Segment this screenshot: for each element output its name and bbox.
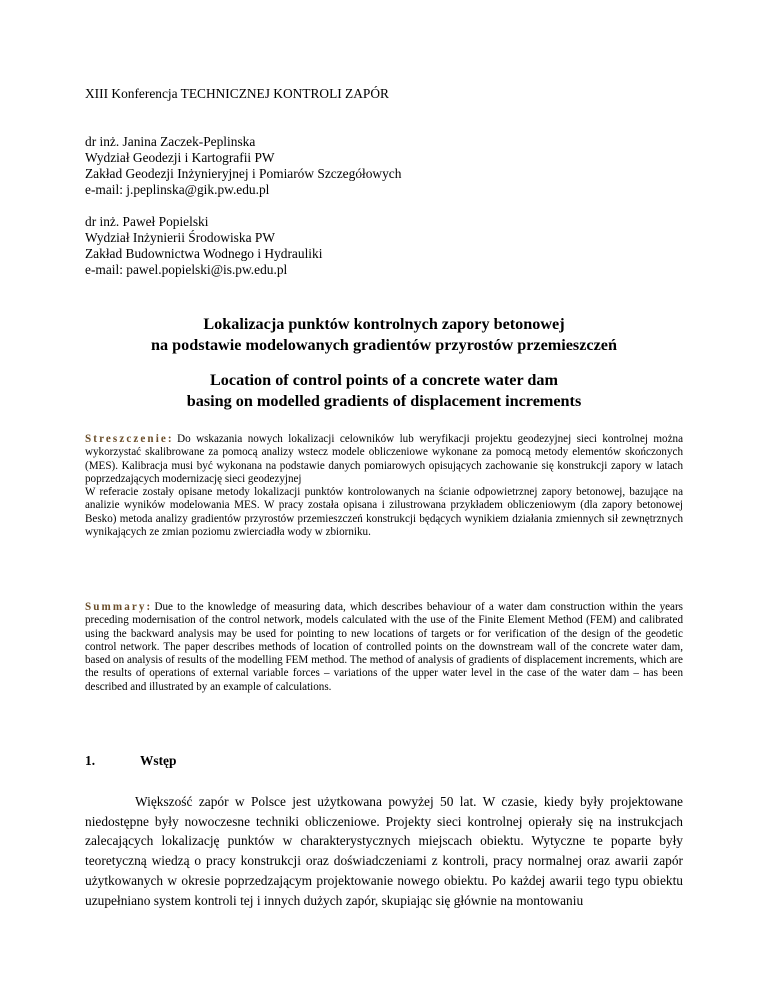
author-1-department: Zakład Geodezji Inżynieryjnej i Pomiarów Szczegółowych <box>85 166 402 181</box>
abstract-en-text: Due to the knowledge of measuring data, which describes behaviour of a water dam construction within the years preceding modernisation of the control network, models calculated with the use of the Finite Element Method (FEM) and calibrated using the backward analysis may be used for pointing to new locations of targets or for verification of the design of the geodetic control network. The paper describes methods of location of controlled points on the downstream wall of the concrete water dam, based on analysis of results of the modelling FEM method. The method of analysis of gradients of displacement increments, which are the results of operations of external variable forces – variations of the upper water level in the case of the water dam – has been described and illustrated by an example of calculations. <box>85 601 683 693</box>
abstract-pl-text-1: Do wskazania nowych lokalizacji celowników lub weryfikacji projektu geodezyjnej sieci kontrolnej można wykorzystać skalibrowane za pomocą analizy wstecz modele obliczeniowe wykonane za pomocą metody elementów skończonych (MES). Kalibracja musi być wykonana na podstawie danych pomiarowych opisujących zachowanie się konstrukcji zapory w latach poprzedzających modernizację sieci geodezyjnej <box>85 433 683 485</box>
section-1-paragraph: Większość zapór w Polsce jest użytkowana powyżej 50 lat. W czasie, kiedy były projektowane niedostępne były nowoczesne techniki obliczeniowe. Projekty sieci kontrolnej opierały się na instrukcjach zalecających lokalizację punktów w charakterystycznych miejscach obiektu. Wytyczne te poparte były teoretyczną wiedzą o pracy konstrukcji oraz doświadczeniami z kontroli, pracy normalnej oraz awarii zapór użytkowanych w okresie poprzedzającym projektowanie nowego obiektu. Po każdej awarii tego typu obiektu uzupełniano system kontroli tej i innych dużych zapór, skupiając się głównie na montowaniu <box>85 794 683 908</box>
title-en-line-2: basing on modelled gradients of displacement increments <box>186 392 582 410</box>
section-1-number: 1. <box>85 753 96 768</box>
abstract-pl-paragraph-2 <box>85 486 683 539</box>
conference-header: XIII Konferencja TECHNICZNEJ KONTROLI ZAPÓR <box>85 86 389 101</box>
section-1-body <box>85 792 683 910</box>
section-1-heading <box>85 753 176 769</box>
abstract-en-keyword: Summary <box>85 601 147 613</box>
author-1-faculty: Wydział Geodezji i Kartografii PW <box>85 150 275 165</box>
author-2-faculty: Wydział Inżynierii Środowiska PW <box>85 230 275 245</box>
abstract-pl-paragraph-1: Streszczenie: Do wskazania nowych lokalizacji celowników lub weryfikacji projektu geodezyjnej sieci kontrolnej można wykorzystać skalibrowane za pomocą analizy wstecz modele obliczeniowe wykonane za pomocą metody elementów skończonych (MES). Kalibracja musi być wykonana na podstawie danych pomiarowych opisujących zachowanie się konstrukcji zapory w latach poprzedzających modernizację sieci geodezyjnej <box>85 433 683 485</box>
author-1-name: dr inż. Janina Zaczek-Peplinska <box>85 134 256 149</box>
abstract-en-paragraph: Summary: Due to the knowledge of measuring data, which describes behaviour of a water dam construction within the years preceding modernisation of the control network, models calculated with the use of the Finite Element Method (FEM) and calibrated using the backward analysis may be used for pointing to new locations of targets or for verification of the design of the geodetic control network. The paper describes methods of location of controlled points on the downstream wall of the concrete water dam, based on analysis of results of the modelling FEM method. The method of analysis of gradients of displacement increments, which are the results of operations of external variable forces – variations of the upper water level in the case of the water dam – has been described and illustrated by an example of calculations. <box>85 601 683 693</box>
abstract-pl-keyword: Streszczenie <box>85 433 168 445</box>
author-2-department: Zakład Budownictwa Wodnego i Hydrauliki <box>85 246 323 261</box>
title-en-line-1: Location of control points of a concrete water dam <box>210 371 558 389</box>
abstract-en <box>85 601 683 694</box>
author-1-email: e-mail: j.peplinska@gik.pw.edu.pl <box>85 182 270 197</box>
abstract-pl-text-2: W referacie zostały opisane metody lokalizacji punktów kontrolowanych na ścianie odpowietrznej zapory betonowej, bazujące na analizie wyników modelowania MES. W pracy została opisana i zilustrowana przykładem obliczeniowym (dla zapory betonowej Besko) metoda analizy gradientów przyrostów przemieszczeń konstrukcji będących wynikiem działania zmiennych sił zewnętrznych wynikających ze zmian poziomu zwierciadła wody w zbiorniku. <box>85 486 683 539</box>
title-pl-line-2: na podstawie modelowanych gradientów przyrostów przemieszczeń <box>151 336 617 354</box>
author-2-email: e-mail: pawel.popielski@is.pw.edu.pl <box>85 262 288 277</box>
title-pl-line-1: Lokalizacja punktów kontrolnych zapory betonowej <box>203 315 565 333</box>
author-2-name: dr inż. Paweł Popielski <box>85 214 209 229</box>
abstract-pl <box>85 433 683 539</box>
section-1-title: Wstęp <box>140 753 177 768</box>
